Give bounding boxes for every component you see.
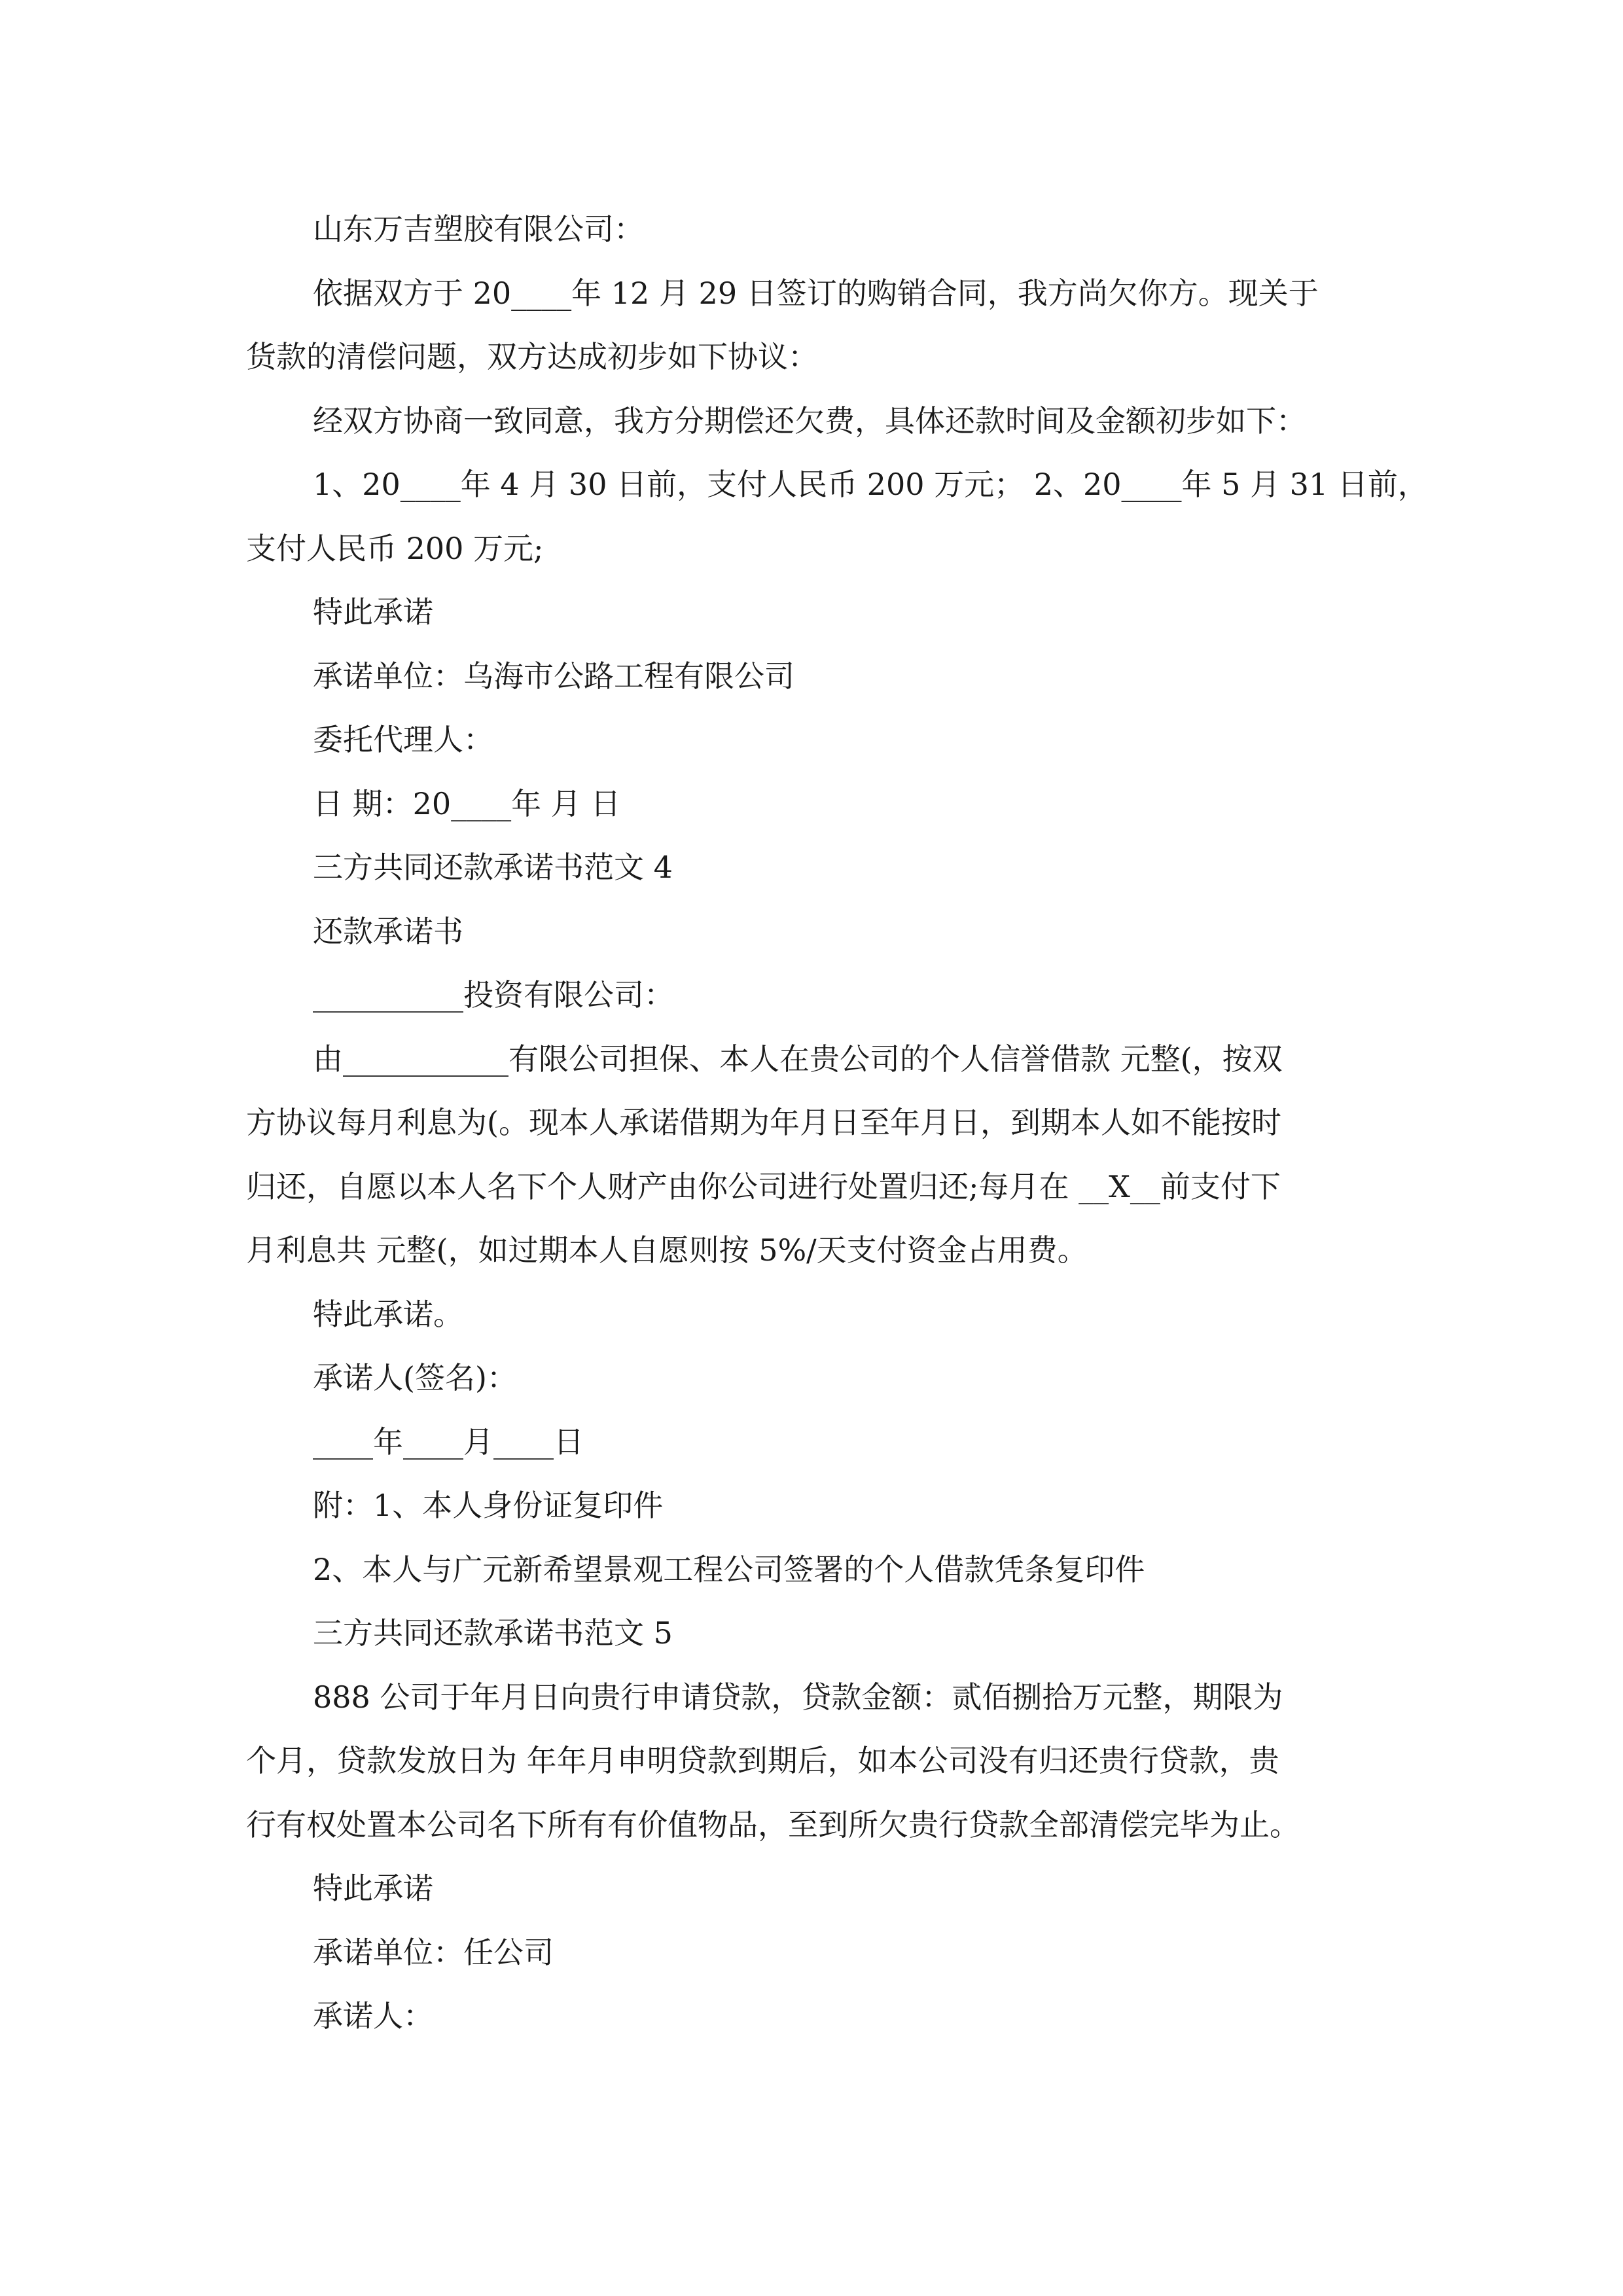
paragraph-line: 货款的清偿问题，双方达成初步如下协议： bbox=[246, 339, 818, 374]
paragraph-line: 个月，贷款发放日为 年年月申明贷款到期后，如本公司没有归还贵行贷款，贵 bbox=[246, 1743, 1279, 1778]
agent-line: 委托代理人： bbox=[313, 722, 493, 757]
closing-statement: 特此承诺 bbox=[313, 594, 433, 630]
paragraph-line: 1、20____年 4 月 30 日前，支付人民币 200 万元； 2、20____年 5 月 31 日前， bbox=[313, 467, 1428, 502]
closing-statement: 特此承诺。 bbox=[313, 1297, 463, 1332]
paragraph-line: 支付人民币 200 万元; bbox=[246, 531, 544, 566]
salutation: __________投资有限公司： bbox=[313, 977, 674, 1013]
paragraph-line: 归还，自愿以本人名下个人财产由你公司进行处置归还;每月在 __X__前支付下 bbox=[246, 1169, 1281, 1204]
paragraph-line: 888 公司于年月日向贵行申请贷款，贷款金额：贰佰捌拾万元整，期限为 bbox=[313, 1679, 1283, 1715]
signatory-line: 承诺人(签名)： bbox=[313, 1360, 517, 1395]
paragraph-line: 依据双方于 20____年 12 月 29 日签订的购销合同，我方尚欠你方。现关于 bbox=[313, 276, 1319, 311]
paragraph-line: 由___________有限公司担保、本人在贵公司的个人信誉借款 元整(，按双 bbox=[313, 1041, 1283, 1077]
document-title: 还款承诺书 bbox=[313, 914, 463, 949]
date-line: ____年____月____日 bbox=[313, 1424, 584, 1460]
closing-statement: 特此承诺 bbox=[313, 1871, 433, 1906]
signatory-line: 承诺人： bbox=[313, 1998, 433, 2034]
paragraph-line: 月利息共 元整(，如过期本人自愿则按 5%/天支付资金占用费。 bbox=[246, 1232, 1088, 1268]
date-line: 日 期：20____年 月 日 bbox=[313, 786, 621, 821]
section-heading: 三方共同还款承诺书范文 4 bbox=[313, 850, 673, 885]
attachment-line: 2、本人与广元新希望景观工程公司签署的个人借款凭条复印件 bbox=[313, 1552, 1145, 1587]
signatory-unit: 承诺单位：任公司 bbox=[313, 1935, 554, 1970]
salutation: 山东万吉塑胶有限公司： bbox=[313, 211, 644, 247]
signatory-unit: 承诺单位：乌海市公路工程有限公司 bbox=[313, 658, 794, 694]
paragraph-line: 行有权处置本公司名下所有有价值物品，至到所欠贵行贷款全部清偿完毕为止。 bbox=[246, 1807, 1300, 1842]
paragraph-line: 方协议每月利息为(。现本人承诺借期为年月日至年月日，到期本人如不能按时 bbox=[246, 1105, 1281, 1140]
section-heading: 三方共同还款承诺书范文 5 bbox=[313, 1615, 673, 1651]
paragraph-line: 经双方协商一致同意，我方分期偿还欠费，具体还款时间及金额初步如下： bbox=[313, 403, 1306, 439]
attachment-line: 附：1、本人身份证复印件 bbox=[313, 1488, 664, 1523]
